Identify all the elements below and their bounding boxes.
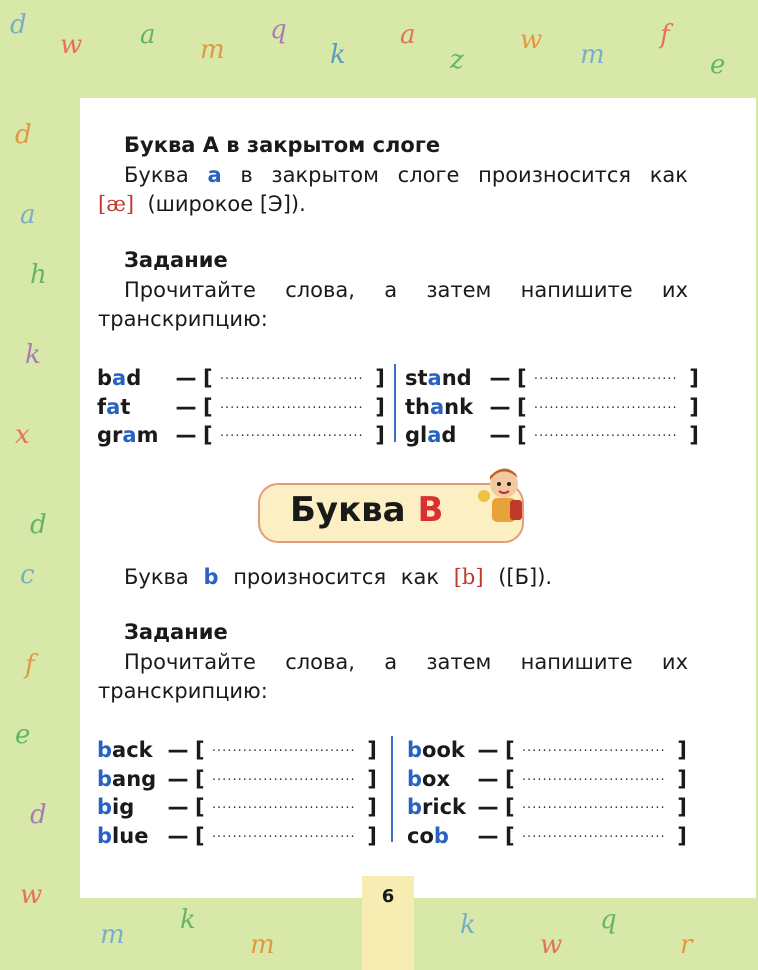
exercise-row bbox=[407, 820, 687, 848]
dash: — bbox=[489, 394, 511, 419]
boy-illustration bbox=[472, 462, 530, 532]
exercise-row bbox=[97, 391, 385, 419]
exercise-row bbox=[97, 734, 377, 762]
exercise-row bbox=[405, 391, 699, 419]
open-bracket: [ bbox=[517, 394, 534, 419]
open-bracket: [ bbox=[505, 766, 522, 791]
close-bracket: ] bbox=[669, 738, 687, 762]
decorative-letters-background: d w a m q k a z w m f e d a h k x d c f e d w m k m k w q r bbox=[10, 10, 726, 960]
close-bracket: ] bbox=[359, 795, 377, 819]
exercise-word: brick bbox=[407, 795, 467, 819]
transcription-blank[interactable]: ............................ bbox=[211, 740, 356, 755]
transcription-blank[interactable]: ............................ bbox=[521, 825, 666, 841]
dash: — bbox=[167, 766, 189, 791]
open-bracket: [ bbox=[203, 366, 220, 390]
close-bracket: ] bbox=[681, 366, 699, 390]
dash: — bbox=[477, 823, 499, 848]
dash: — bbox=[167, 795, 189, 819]
exercise-row bbox=[97, 763, 377, 791]
open-bracket: [ bbox=[517, 366, 534, 390]
exercise-word: cob bbox=[407, 823, 449, 848]
transcription-blank[interactable]: ............................ bbox=[219, 368, 364, 383]
exercise-row bbox=[407, 734, 687, 762]
section-a-rule: Буква a в закрытом слоге произносится как [æ] (широкое [Э]). bbox=[98, 163, 688, 216]
transcription-blank[interactable]: ............................ bbox=[219, 396, 364, 412]
dash: — bbox=[489, 423, 511, 447]
exercise-word: box bbox=[407, 766, 451, 791]
dash: — bbox=[477, 766, 499, 791]
column-divider bbox=[394, 364, 396, 442]
dash: — bbox=[489, 366, 511, 390]
close-bracket: ] bbox=[669, 823, 687, 848]
close-bracket: ] bbox=[367, 394, 385, 419]
transcription-blank[interactable]: ............................ bbox=[211, 768, 356, 784]
close-bracket: ] bbox=[359, 738, 377, 762]
open-bracket: [ bbox=[505, 795, 522, 819]
exercise-word: back bbox=[97, 738, 153, 762]
dash: — bbox=[477, 795, 499, 819]
exercise-row bbox=[405, 362, 699, 390]
exercise-word: big bbox=[97, 795, 135, 819]
open-bracket: [ bbox=[517, 423, 534, 447]
exercise-word: thank bbox=[405, 394, 474, 419]
exercise-word: gram bbox=[97, 423, 159, 447]
dash: — bbox=[175, 394, 197, 419]
exercise-row bbox=[407, 763, 687, 791]
transcription-blank[interactable]: ............................ bbox=[533, 396, 678, 412]
task-b-heading: Задание bbox=[124, 620, 228, 644]
column-divider bbox=[391, 736, 393, 842]
badge-title: Буква B bbox=[290, 490, 444, 530]
open-bracket: [ bbox=[203, 394, 220, 419]
exercise-word: book bbox=[407, 738, 465, 762]
dash: — bbox=[477, 738, 499, 762]
open-bracket: [ bbox=[195, 823, 212, 848]
open-bracket: [ bbox=[203, 423, 220, 447]
transcription-blank[interactable]: ............................ bbox=[533, 425, 678, 440]
close-bracket: ] bbox=[367, 423, 385, 447]
open-bracket: [ bbox=[505, 738, 522, 762]
open-bracket: [ bbox=[195, 795, 212, 819]
close-bracket: ] bbox=[669, 766, 687, 791]
exercise-word: blue bbox=[97, 823, 149, 848]
transcription-blank[interactable]: ............................ bbox=[211, 797, 356, 812]
exercise-row bbox=[97, 419, 385, 447]
transcription-blank[interactable]: ............................ bbox=[533, 368, 678, 383]
open-bracket: [ bbox=[505, 823, 522, 848]
transcription-blank[interactable]: ............................ bbox=[219, 425, 364, 440]
exercise-row bbox=[97, 820, 377, 848]
dash: — bbox=[175, 366, 197, 390]
dash: — bbox=[175, 423, 197, 447]
transcription-blank[interactable]: ............................ bbox=[521, 797, 666, 812]
task-a-heading: Задание bbox=[124, 248, 228, 272]
task-b-text: Прочитайте слова, а затем напишите их транскрипцию: bbox=[98, 650, 688, 703]
page-number: 6 bbox=[381, 886, 395, 907]
section-a-heading: Буква А в закрытом слоге bbox=[124, 133, 441, 157]
exercise-word: bang bbox=[97, 766, 157, 791]
exercise-row bbox=[405, 419, 699, 447]
close-bracket: ] bbox=[367, 366, 385, 390]
exercise-row bbox=[97, 362, 385, 390]
close-bracket: ] bbox=[359, 823, 377, 848]
close-bracket: ] bbox=[681, 394, 699, 419]
exercise-word: fat bbox=[97, 394, 131, 419]
dash: — bbox=[167, 738, 189, 762]
transcription-blank[interactable]: ............................ bbox=[211, 825, 356, 841]
exercise-row bbox=[407, 791, 687, 819]
open-bracket: [ bbox=[195, 738, 212, 762]
open-bracket: [ bbox=[195, 766, 212, 791]
exercise-word: stand bbox=[405, 366, 472, 390]
exercise-row bbox=[97, 791, 377, 819]
transcription-blank[interactable]: ............................ bbox=[521, 740, 666, 755]
close-bracket: ] bbox=[359, 766, 377, 791]
transcription-blank[interactable]: ............................ bbox=[521, 768, 666, 784]
exercise-word: glad bbox=[405, 423, 457, 447]
task-a-text: Прочитайте слова, а затем напишите их транскрипцию: bbox=[98, 278, 688, 331]
letter-b-rule: Буква b произносится как [b] ([Б]). bbox=[124, 565, 553, 589]
dash: — bbox=[167, 823, 189, 848]
exercise-word: bad bbox=[97, 366, 142, 390]
close-bracket: ] bbox=[681, 423, 699, 447]
close-bracket: ] bbox=[669, 795, 687, 819]
